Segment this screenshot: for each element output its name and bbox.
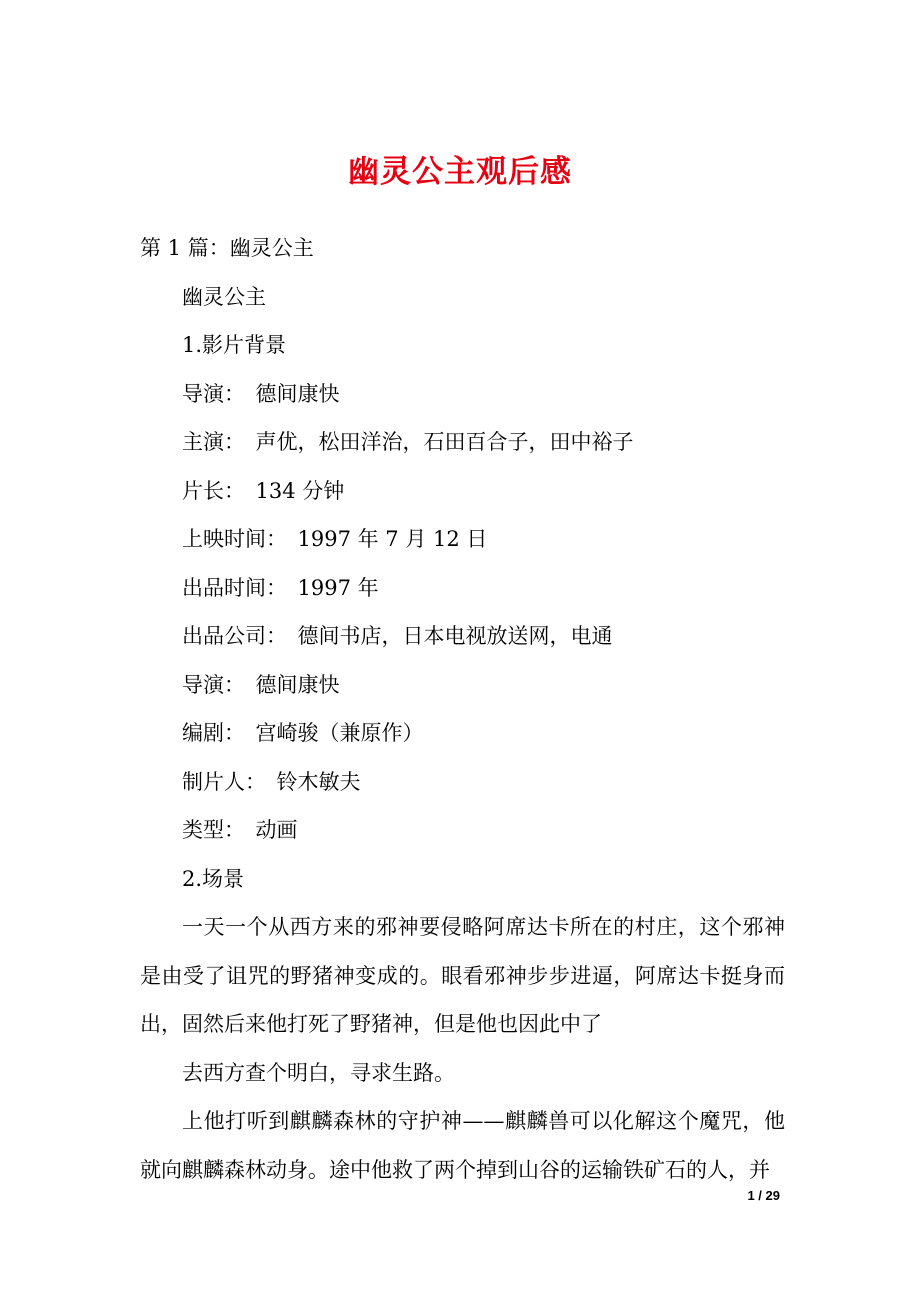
body-paragraph: 一天一个从西方来的邪神要侵略阿席达卡所在的村庄，这个邪神是由受了诅咒的野猪神变成的。眼看邪神步步进逼，阿席达卡挺身而出，固然后来他打死了野猪神，但是他也因此中了 bbox=[140, 915, 785, 1036]
section-heading: 第 1 篇：幽灵公主 bbox=[140, 236, 314, 260]
text-line: 1.影片背景 bbox=[182, 333, 287, 357]
text-line: 制片人： 铃木敏夫 bbox=[182, 769, 361, 794]
body-paragraph: 去西方查个明白，寻求生路。 bbox=[182, 1060, 455, 1085]
text-line: 上映时间： 1997 年 7 月 12 日 bbox=[182, 527, 488, 551]
text-line: 片长： 134 分钟 bbox=[182, 478, 345, 503]
document-body bbox=[140, 224, 785, 1194]
text-line: 导演： 德间康快 bbox=[182, 381, 340, 406]
text-line: 出品公司： 德间书店，日本电视放送网，电通 bbox=[182, 624, 613, 648]
text-line: 类型： 动画 bbox=[182, 818, 298, 842]
text-line: 主演： 声优，松田洋治，石田百合子，田中裕子 bbox=[182, 430, 634, 454]
text-line: 编剧： 宫崎骏（兼原作） bbox=[182, 721, 424, 745]
text-line: 幽灵公主 bbox=[182, 284, 266, 309]
text-line: 出品时间： 1997 年 bbox=[182, 575, 379, 600]
page-number: 1 / 29 bbox=[747, 1188, 780, 1203]
text-line: 导演： 德间康快 bbox=[182, 672, 340, 697]
document-title: 幽灵公主观后感 bbox=[348, 154, 572, 190]
body-paragraph: 上他打听到麒麟森林的守护神——麒麟兽可以化解这个魔咒，他就向麒麟森林动身。途中他救了两个掉到山谷的运输铁矿石的人，并 bbox=[140, 1109, 785, 1182]
text-line: 2.场景 bbox=[182, 866, 245, 891]
